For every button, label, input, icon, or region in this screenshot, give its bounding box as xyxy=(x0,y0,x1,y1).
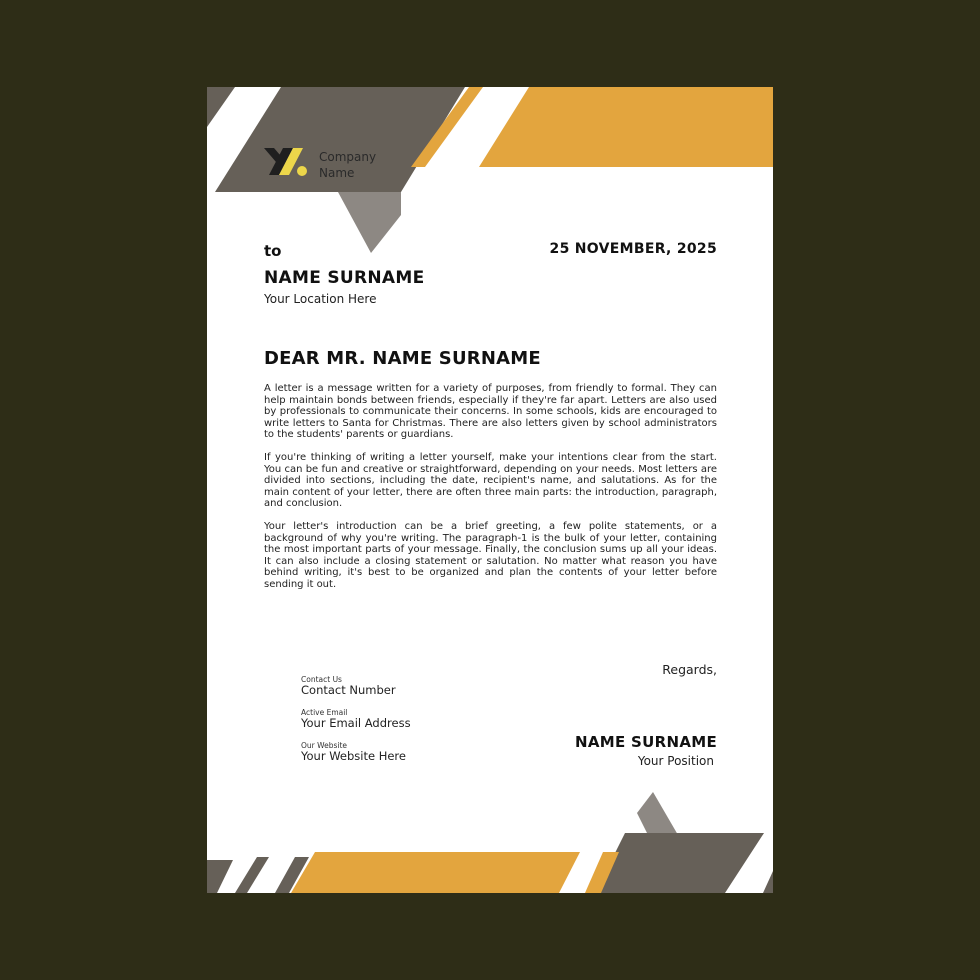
company-name xyxy=(319,149,376,181)
contact-email-label: Active Email xyxy=(301,708,348,717)
contact-website-label: Our Website xyxy=(301,741,348,750)
closing-regards: Regards, xyxy=(662,662,717,677)
bottom-gray-band xyxy=(595,833,764,893)
bottom-gold-band xyxy=(291,852,580,893)
recipient-name: NAME SURNAME xyxy=(264,268,425,288)
body-paragraph-2: If you're thinking of writing a letter yourself, make your intentions clear from the start. You can be fun and creative or straightforward, depending on your needs. Most letters are divided into sections, including the date, recipient's name, and salutations. As for the main content of your letter, there are often three main parts: the introduction, paragraph, and conclusion. xyxy=(264,451,717,510)
body-paragraph-1: A letter is a message written for a variety of purposes, from friendly to formal. They can help maintain bonds between friends, especially if they're far apart. Letters are also used by professionals to communicate their concerns. In some schools, kids are encouraged to write letters to Santa for Christmas. There are also letters given by school administrators to the students' parents or guardians. xyxy=(264,383,717,441)
recipient-location: Your Location Here xyxy=(264,292,377,306)
bottom-gray-chevron xyxy=(637,792,678,835)
bottom-gray-stripe-1 xyxy=(235,857,269,893)
top-gray-chevron xyxy=(338,192,401,253)
contact-email-value: Your Email Address xyxy=(301,716,411,730)
contact-phone xyxy=(301,675,501,697)
contact-website-value: Your Website Here xyxy=(301,749,406,763)
bottom-gray-right xyxy=(763,871,773,893)
signature-name: NAME SURNAME xyxy=(574,733,717,751)
contact-website xyxy=(301,741,501,763)
salutation: DEAR MR. NAME SURNAME xyxy=(264,348,541,369)
signature-position: Your Position xyxy=(637,754,714,768)
contact-phone-value: Contact Number xyxy=(301,683,396,697)
bottom-gray-corner xyxy=(207,860,233,893)
contact-phone-label: Contact Us xyxy=(301,675,342,684)
letterhead-page xyxy=(207,87,773,893)
company-name-line2: Name xyxy=(319,166,355,180)
body-paragraph-3: Your letter's introduction can be a brief greeting, a few polite statements, or a background of why you're writing. The paragraph-1 is the bulk of your letter, containing the most important parts of your message. Finally, the conclusion sums up all your ideas. It can also include a closing statement or salutation. No matter what reason you have behind writing, it's best to be organized and plan the contents of your letter before sending it out. xyxy=(264,520,717,590)
contact-email xyxy=(301,708,501,730)
top-gold-band xyxy=(479,87,773,167)
letter-date: 25 NOVEMBER, 2025 xyxy=(549,241,717,257)
top-gray-stripe xyxy=(207,87,235,127)
logo-dot xyxy=(297,166,307,176)
letter-body xyxy=(264,383,717,602)
to-label: to xyxy=(264,242,282,260)
company-name-line1: Company xyxy=(319,150,377,164)
